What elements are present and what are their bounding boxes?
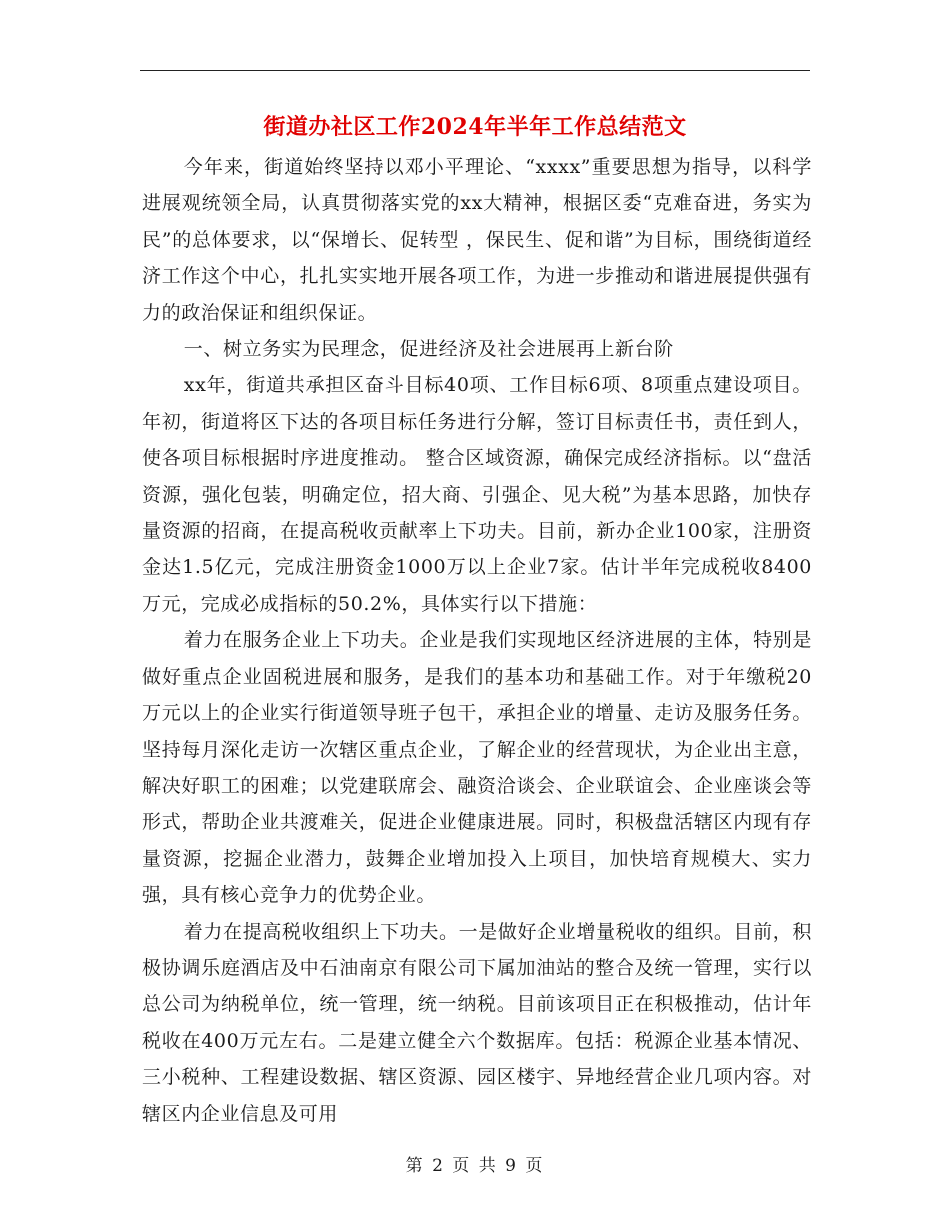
paragraph-targets: xx年，街道共承担区奋斗目标40项、工作目标6项、8项重点建设项目。年初，街道将区下达的各项目标任务进行分解，签订目标责任书，责任到人，使各项目标根据时序进度推动。 整合区域资源，确保完成经济指标。以“盘活资源，强化包装，明确定位，招大商、引强企、见大税”为基本思路，加快存量资源的招商，在提高税收贡献率上下功夫。目前，新办企业100家，注册资金达1.5亿元，完成注册资金1000万以上企业7家。估计半年完成税收8400万元，完成必成指标的50.2%，具体实行以下措施： <box>142 374 812 615</box>
paragraph-intro: 今年来，街道始终坚持以邓小平理论、“xxxx”重要思想为指导，以科学进展观统领全局，认真贯彻落实党的xx大精神，根据区委“克难奋进，务实为民”的总体要求，以“保增长、促转型 ，保民生、促和谐”为目标，围绕街道经济工作这个中心，扎扎实实地开展各项工作，为进一步推动和谐进展提供强有力的政治保证和组织保证。 <box>142 156 813 324</box>
page-number: 第 2 页 共 9 页 <box>405 1156 545 1176</box>
paragraph-tax: 着力在提高税收组织上下功夫。一是做好企业增量税收的组织。目前，积极协调乐庭酒店及中石油南京有限公司下属加油站的整合及统一管理，实行以总公司为纳税单位，统一管理，统一纳税。目前该项目正在积极推动，估计年税收在400万元左右。二是建立健全六个数据库。包括：税源企业基本情况、三小税种、工程建设数据、辖区资源、园区楼宇、异地经营企业几项内容。对辖区内企业信息及可用 <box>142 920 812 1125</box>
header-rule <box>140 70 810 71</box>
paragraph-service: 着力在服务企业上下功夫。企业是我们实现地区经济进展的主体，特别是做好重点企业固税进展和服务，是我们的基本功和基础工作。对于年缴税20万元以上的企业实行街道领导班子包干，承担企业的增量、走访及服务任务。坚持每月深化走访一次辖区重点企业，了解企业的经营现状，为企业出主意，解决好职工的困难；以党建联席会、融资洽谈会、企业联谊会、企业座谈会等形式，帮助企业共渡难关，促进企业健康进展。同时，积极盘活辖区内现有存量资源，挖掘企业潜力，鼓舞企业增加投入上项目，加快培育规模大、实力强，具有核心竞争力的优势企业。 <box>142 629 812 907</box>
document-body <box>142 149 812 1132</box>
section-heading-1: 一、树立务实为民理念，促进经济及社会进展再上新台阶 <box>183 338 674 361</box>
document-title: 街道办社区工作2024年半年工作总结范文 <box>263 114 687 140</box>
